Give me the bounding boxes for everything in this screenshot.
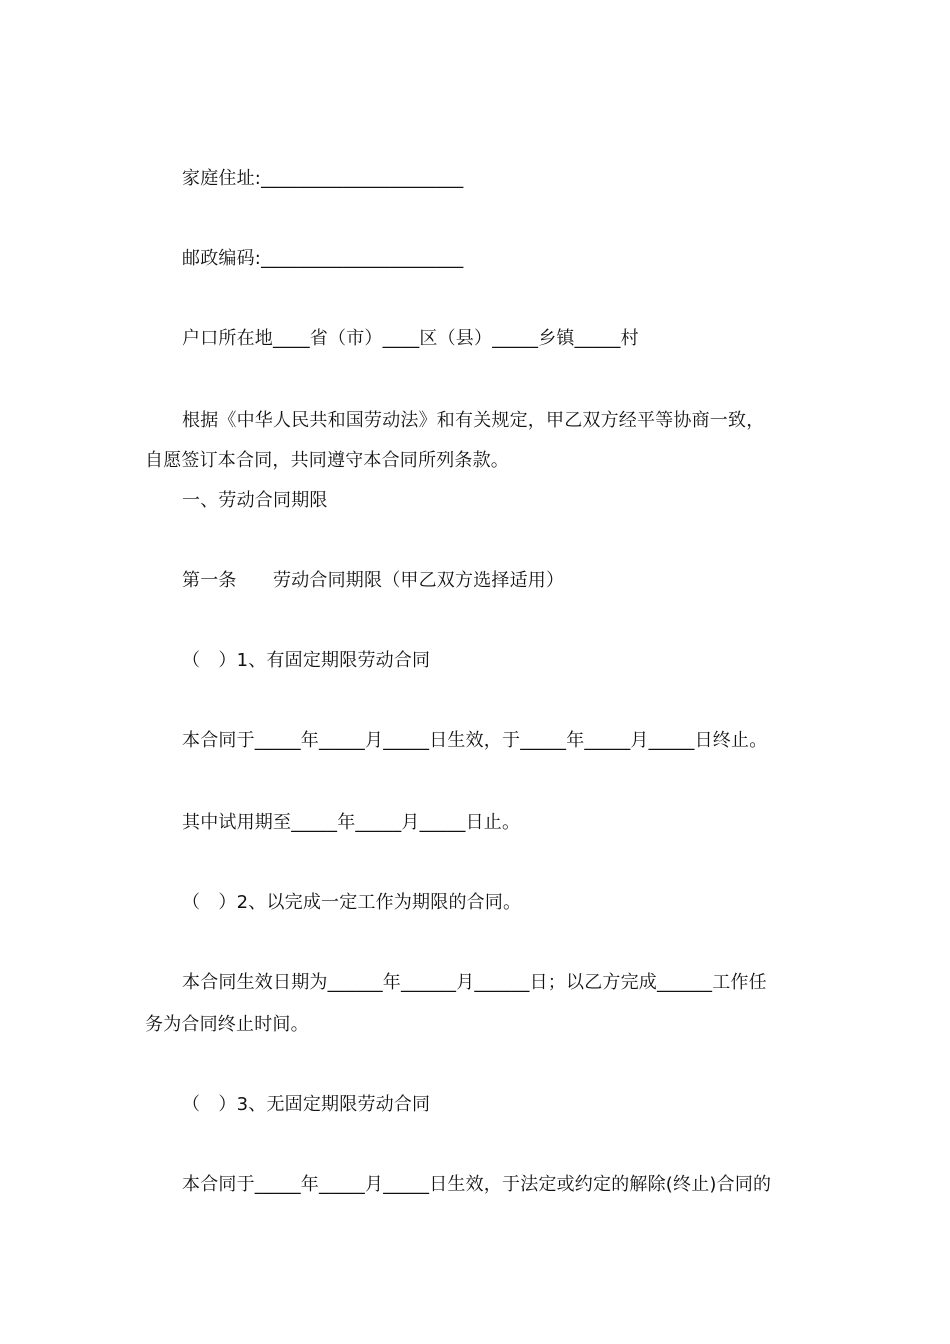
home-address-line: 家庭住址:______________________: [182, 168, 464, 189]
article-1-title: 第一条 劳动合同期限（甲乙双方选择适用）: [182, 570, 565, 591]
postal-code-line: 邮政编码:______________________: [182, 248, 464, 269]
option-1-title: （ ）1、有固定期限劳动合同: [182, 650, 431, 671]
option-3-title: （ ）3、无固定期限劳动合同: [182, 1094, 431, 1115]
option-3-dates: 本合同于_____年_____月_____日生效，于法定或约定的解除(终止)合同的: [182, 1174, 772, 1195]
option-1-dates: 本合同于_____年_____月_____日生效，于_____年_____月_____日终止。: [182, 730, 768, 751]
option-2-dates-line-2: 务为合同终止时间。: [145, 1014, 309, 1035]
option-2-dates-line-1: 本合同生效日期为______年______月______日；以乙方完成______工作任: [182, 972, 767, 993]
section-heading: 一、劳动合同期限: [182, 490, 328, 511]
probation-period-line: 其中试用期至_____年_____月_____日止。: [182, 812, 521, 833]
household-registration-line: 户口所在地____省（市）____区（县）_____乡镇_____村: [182, 328, 639, 349]
preamble-line-1: 根据《中华人民共和国劳动法》和有关规定，甲乙双方经平等协商一致，: [182, 410, 765, 431]
option-2-title: （ ）2、以完成一定工作为期限的合同。: [182, 892, 522, 913]
preamble-line-2: 自愿签订本合同，共同遵守本合同所列条款。: [145, 450, 509, 471]
